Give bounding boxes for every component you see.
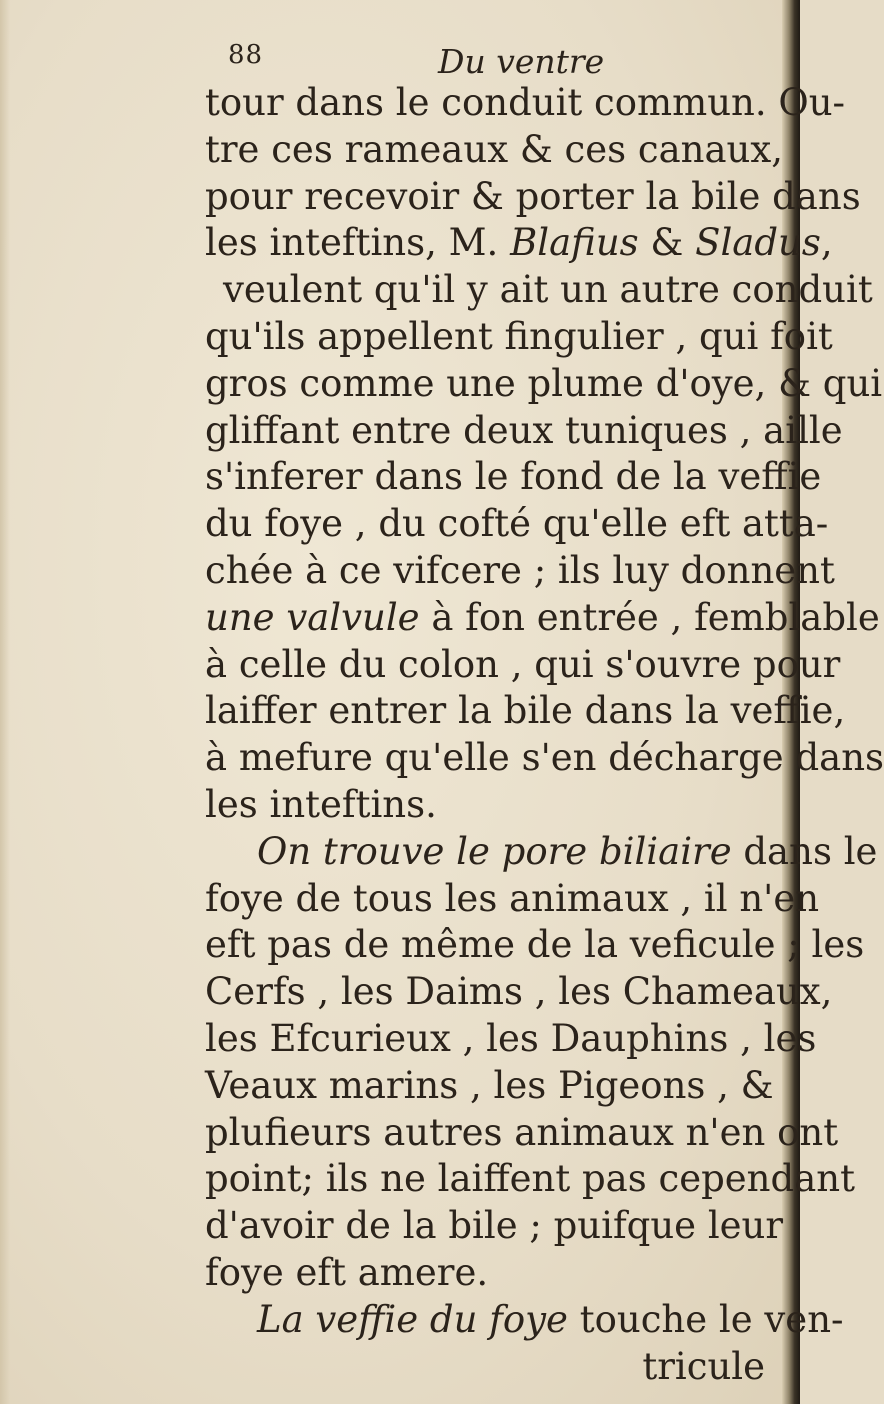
page-header: [228, 40, 760, 84]
text-line: une valvule à fon entrée , femblable: [205, 595, 880, 639]
catchword: tricule: [642, 1344, 765, 1388]
text-line: les Efcurieux , les Dauphins , les: [205, 1016, 817, 1060]
text-line: à celle du colon , qui s'ouvre pour: [205, 642, 841, 686]
author-name-sladus: Sladus: [695, 221, 821, 265]
page-left-edge: [0, 0, 10, 1404]
text-line: Veaux marins , les Pigeons , &: [205, 1063, 774, 1107]
author-name-blasius: Blafius: [510, 221, 639, 265]
text-line: pour recevoir & porter la bile dans: [205, 174, 861, 218]
text-line: foye eft amere.: [205, 1250, 489, 1294]
body-text: [205, 80, 884, 1390]
italic-term-pore-biliaire: On trouve le pore biliaire: [257, 829, 732, 873]
text-line: qu'ils appellent fingulier , qui foit: [205, 314, 833, 358]
running-title: Du ventre: [438, 42, 605, 81]
text-line: Cerfs , les Daims , les Chameaux,: [205, 970, 833, 1014]
text-line: tour dans le conduit commun. Ou-: [205, 81, 846, 124]
text-line: gros comme une plume d'oye, & qui: [205, 361, 883, 405]
text-line: chée à ce vifcere ; ils luy donnent: [205, 548, 835, 592]
text-line: La veffie du foye touche le ven-: [257, 1297, 844, 1341]
text-line: plufieurs autres animaux n'en ont: [205, 1110, 839, 1154]
text-line: On trouve le pore biliaire dans le: [257, 829, 878, 873]
page-number: 88: [228, 40, 264, 70]
text-line: les inteftins.: [205, 782, 437, 826]
italic-term-veffie-du-foye: La veffie du foye: [257, 1297, 568, 1341]
text-line: eft pas de même de la veficule ; les: [205, 923, 865, 967]
text-line: tre ces rameaux & ces canaux,: [205, 127, 784, 171]
text-line: du foye , du cofté qu'elle eft atta-: [205, 502, 829, 546]
text-line: veulent qu'il y ait un autre conduit: [223, 268, 873, 312]
text-line: foye de tous les animaux , il n'en: [205, 876, 820, 920]
text-line: s'inferer dans le fond de la veffie: [205, 455, 822, 499]
text-line: d'avoir de la bile ; puifque leur: [205, 1204, 784, 1248]
text-line: laiffer entrer la bile dans la veffie,: [205, 689, 846, 733]
italic-term-valvule: une valvule: [205, 595, 420, 639]
text-line: à mefure qu'elle s'en décharge dans: [205, 736, 884, 780]
text-line: point; ils ne laiffent pas cependant: [205, 1157, 855, 1201]
text-line: les inteftins, M. Blafius & Sladus,: [205, 221, 833, 265]
text-line: gliffant entre deux tuniques , aille: [205, 408, 843, 452]
